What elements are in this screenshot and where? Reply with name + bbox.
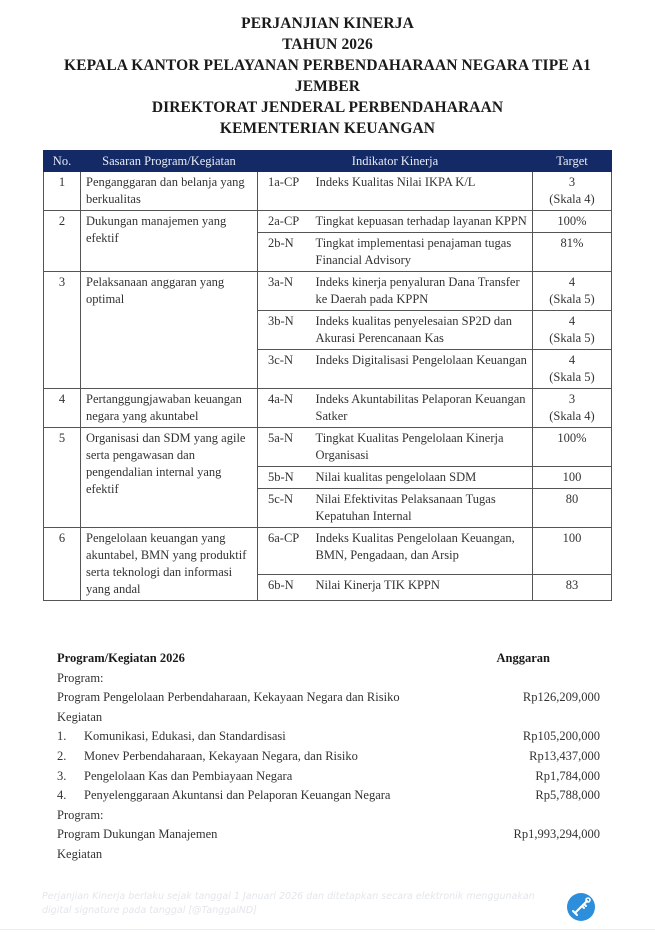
indicator-text: Indeks Akuntabilitas Pelaporan Keuangan Satker xyxy=(310,389,533,428)
target-value: 83 xyxy=(565,577,579,592)
title-line: JEMBER xyxy=(294,78,361,95)
indicator-code: 3b-N xyxy=(258,311,310,350)
target-value: 4 xyxy=(568,353,576,367)
budget-item-number: 3. xyxy=(57,768,67,783)
budget-item-label: Penyelenggaraan Akuntansi dan Pelaporan Keuangan Negara xyxy=(84,788,391,803)
indicator-text: Tingkat implementasi penajaman tugas Financial Advisory xyxy=(310,233,533,272)
target-cell xyxy=(533,428,612,467)
indicator-code: 1a-CP xyxy=(258,172,310,211)
budget-item-label: Program Dukungan Manajemen xyxy=(57,827,218,842)
indicator-code: 5b-N xyxy=(258,467,310,489)
table-row xyxy=(44,428,612,467)
budget-item-amount: Rp105,200,000 xyxy=(522,729,600,744)
budget-item-amount: Rp5,788,000 xyxy=(535,788,600,803)
indicator-text: Indeks Digitalisasi Pengelolaan Keuangan xyxy=(310,350,533,389)
column-header-sasaran: Sasaran Program/Kegiatan xyxy=(81,151,258,172)
budget-item-number: 4. xyxy=(57,788,67,803)
indicator-code: 4a-N xyxy=(258,389,310,428)
budget-item-number: 2. xyxy=(57,748,67,763)
target-value: 81% xyxy=(560,236,584,250)
table-row xyxy=(44,389,612,428)
sasaran-cell: Pertanggungjawaban keuangan negara yang akuntabel xyxy=(81,389,258,428)
column-header-no: No. xyxy=(44,151,81,172)
budget-row xyxy=(57,845,600,865)
indicator-text: Indeks kualitas penyelesaian SP2D dan Akurasi Perencanaan Kas xyxy=(310,311,533,350)
budget-item-label: Program: xyxy=(57,807,104,822)
budget-item xyxy=(57,688,400,708)
indicator-code: 5c-N xyxy=(258,489,310,528)
footer-divider xyxy=(0,929,655,930)
row-number: 6 xyxy=(44,528,81,601)
budget-item-label: Program: xyxy=(57,670,104,685)
sasaran-cell: Organisasi dan SDM yang agile serta pengawasan dan pengendalian internal yang efektif xyxy=(81,428,258,528)
target-scale: (Skala 4) xyxy=(549,409,595,423)
target-value: 3 xyxy=(568,175,576,189)
target-value: 4 xyxy=(568,275,576,289)
budget-item xyxy=(57,806,104,826)
budget-item-label: Program Pengelolaan Perbendaharaan, Kekayaan Negara dan Risiko xyxy=(57,690,400,705)
target-value: 100 xyxy=(562,470,582,484)
title-line: TAHUN 2026 xyxy=(282,36,373,53)
budget-row xyxy=(57,669,600,689)
target-value: 3 xyxy=(568,392,576,406)
row-number: 1 xyxy=(44,172,81,211)
budget-row xyxy=(57,727,600,747)
title-line: KEPALA KANTOR PELAYANAN PERBENDAHARAAN NEGARA TIPE A1 xyxy=(64,57,591,74)
budget-item-label: Pengelolaan Kas dan Pembiayaan Negara xyxy=(84,768,293,783)
target-cell xyxy=(533,489,612,528)
budget-section xyxy=(57,649,600,865)
document-title-block xyxy=(0,13,655,139)
column-header-target: Target xyxy=(533,151,612,172)
indicator-code: 3c-N xyxy=(258,350,310,389)
target-cell xyxy=(533,233,612,272)
row-number: 3 xyxy=(44,272,81,389)
indicator-text: Indeks Kualitas Nilai IKPA K/L xyxy=(310,172,533,211)
target-cell xyxy=(533,350,612,389)
indicator-text: Indeks Kualitas Pengelolaan Keuangan, BMN, Pengadaan, dan Arsip xyxy=(310,528,533,575)
budget-item-amount: Rp126,209,000 xyxy=(522,690,600,705)
budget-item-label: Monev Perbendaharaan, Kekayaan Negara, dan Risiko xyxy=(84,748,358,763)
target-cell xyxy=(533,574,612,600)
budget-row xyxy=(57,825,600,845)
table-body xyxy=(44,172,612,601)
indicator-code: 3a-N xyxy=(258,272,310,311)
sasaran-cell: Penganggaran dan belanja yang berkualitas xyxy=(81,172,258,211)
budget-rows xyxy=(57,669,600,865)
budget-row xyxy=(57,708,600,728)
budget-item-amount: Rp1,784,000 xyxy=(535,768,600,783)
target-cell xyxy=(533,211,612,233)
indicator-code: 2a-CP xyxy=(258,211,310,233)
budget-item xyxy=(57,767,292,787)
table-row xyxy=(44,528,612,575)
target-cell xyxy=(533,272,612,311)
budget-item-label: Kegiatan xyxy=(57,846,103,861)
target-value: 4 xyxy=(568,314,576,328)
table-header-row xyxy=(44,151,612,172)
budget-item xyxy=(57,845,102,865)
title-line: KEMENTERIAN KEUANGAN xyxy=(219,120,436,137)
row-number: 5 xyxy=(44,428,81,528)
indicator-text: Tingkat Kualitas Pengelolaan Kinerja Organisasi xyxy=(310,428,533,467)
sasaran-cell: Pengelolaan keuangan yang akuntabel, BMN yang produktif serta teknologi dan informasi yang andal xyxy=(81,528,258,601)
table-row xyxy=(44,272,612,311)
target-cell xyxy=(533,389,612,428)
footer-note: Perjanjian Kinerja berlaku sejak tanggal 1 Januari 2026 dan ditetapkan secara elektronik menggunakan digital signature pada tanggal [@TanggalND] xyxy=(42,891,535,916)
target-cell xyxy=(533,467,612,489)
budget-item-amount: Rp13,437,000 xyxy=(529,748,600,763)
indicator-code: 5a-N xyxy=(258,428,310,467)
column-header-indikator: Indikator Kinerja xyxy=(258,151,533,172)
budget-item xyxy=(57,708,102,728)
budget-item-amount: Rp1,993,294,000 xyxy=(513,827,600,842)
indicator-code: 6b-N xyxy=(258,574,310,600)
sasaran-cell: Dukungan manajemen yang efektif xyxy=(81,211,258,272)
target-scale: (Skala 5) xyxy=(549,331,595,345)
budget-item xyxy=(57,825,217,845)
target-cell xyxy=(533,311,612,350)
sasaran-cell: Pelaksanaan anggaran yang optimal xyxy=(81,272,258,389)
performance-agreement-table xyxy=(43,150,612,601)
title-line: DIREKTORAT JENDERAL PERBENDAHARAAN xyxy=(151,99,504,116)
budget-item-number: 1. xyxy=(57,729,67,744)
budget-item xyxy=(57,669,104,689)
table-row xyxy=(44,211,612,233)
target-scale: (Skala 5) xyxy=(549,370,595,384)
budget-item-label: Kegiatan xyxy=(57,709,103,724)
budget-item xyxy=(57,727,286,747)
indicator-text: Indeks kinerja penyaluran Dana Transfer ke Daerah pada KPPN xyxy=(310,272,533,311)
budget-row xyxy=(57,747,600,767)
indicator-text: Nilai kualitas pengelolaan SDM xyxy=(310,467,533,489)
row-number: 4 xyxy=(44,389,81,428)
budget-heading-row xyxy=(57,649,600,669)
budget-row xyxy=(57,806,600,826)
title-line: PERJANJIAN KINERJA xyxy=(241,15,414,32)
indicator-code: 2b-N xyxy=(258,233,310,272)
target-value: 100% xyxy=(557,431,587,445)
target-value: 100 xyxy=(562,531,582,545)
target-scale: (Skala 5) xyxy=(549,292,595,306)
budget-item-label: Komunikasi, Edukasi, dan Standardisasi xyxy=(84,729,286,744)
indicator-text: Nilai Efektivitas Pelaksanaan Tugas Kepatuhan Internal xyxy=(310,489,533,528)
target-cell xyxy=(533,172,612,211)
row-number: 2 xyxy=(44,211,81,272)
indicator-text: Tingkat kepuasan terhadap layanan KPPN xyxy=(310,211,533,233)
digital-signature-icon xyxy=(567,893,595,921)
budget-item xyxy=(57,786,390,806)
indicator-code: 6a-CP xyxy=(258,528,310,575)
budget-row xyxy=(57,786,600,806)
indicator-text: Nilai Kinerja TIK KPPN xyxy=(310,574,533,600)
target-cell xyxy=(533,528,612,575)
target-value: 80 xyxy=(565,492,579,506)
budget-item xyxy=(57,747,358,767)
budget-row xyxy=(57,688,600,708)
budget-heading-amount: Anggaran xyxy=(496,651,550,665)
budget-heading-label: Program/Kegiatan 2026 xyxy=(57,651,185,665)
target-scale: (Skala 4) xyxy=(549,192,595,206)
budget-row xyxy=(57,767,600,787)
target-value: 100% xyxy=(557,214,587,228)
table-row xyxy=(44,172,612,211)
